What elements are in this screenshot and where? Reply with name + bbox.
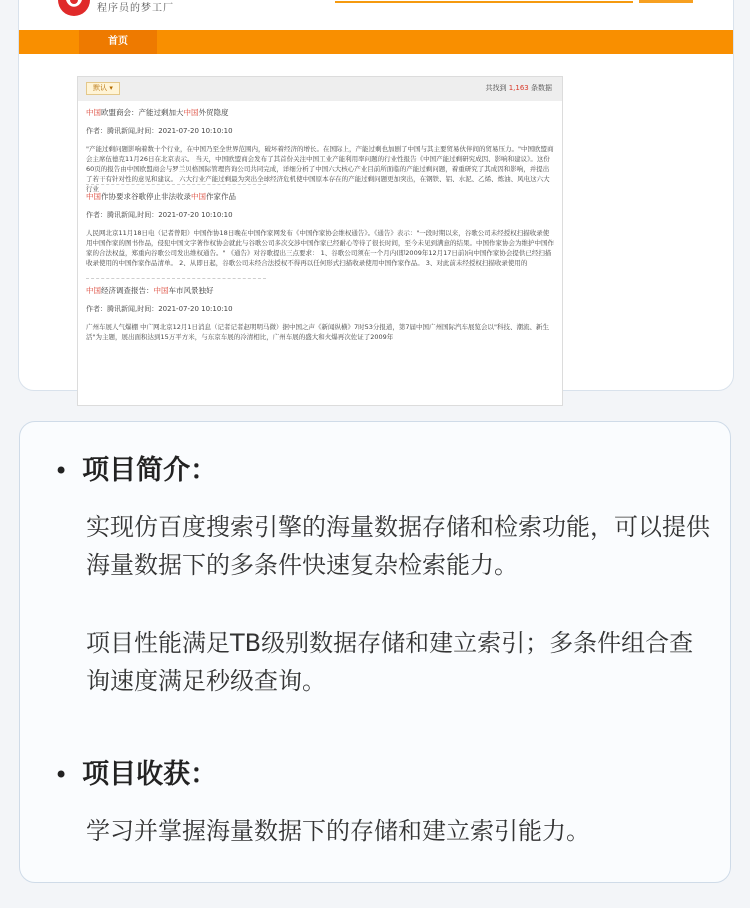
logo-subtitle: 程序员的梦工厂 — [97, 3, 174, 14]
intro-paragraph-2: 项目性能满足TB级别数据存储和建立索引；多条件组合查询速度满足秒级查询。 — [86, 629, 694, 695]
result-divider — [86, 278, 266, 279]
nav-home-tab[interactable]: 首页 — [79, 30, 157, 54]
bullet-icon: • — [54, 457, 69, 485]
sort-default-button[interactable]: 默认 ▾ — [86, 82, 120, 95]
search-button[interactable] — [639, 0, 693, 3]
results-panel — [77, 76, 563, 406]
result-item — [86, 285, 554, 352]
intro-title: 项目简介： — [82, 455, 218, 486]
results-toolbar — [78, 77, 562, 101]
result-snippet: 广州车展人气爆棚 中广网北京12月1日消息（记者记者赵明明马微）据中国之声《新闻纵横》7时53分报道，第7届中国广州国际汽车展览会以"科技、潮流、新生活"为主题，展出面积达到15万平方米，与东京车展的冷清相比，广州车展的盛大和火爆再次佐证了2009年 — [86, 323, 550, 341]
gain-heading — [54, 758, 217, 792]
result-item — [86, 107, 554, 193]
result-divider — [86, 184, 266, 185]
result-title-link[interactable]: 中国经济调查报告：中国车市风景独好 — [86, 286, 214, 295]
intro-paragraph-1: 实现仿百度搜索引擎的海量数据存储和检索功能，可以提供海量数据下的多条件快速复杂检索能力。 — [86, 513, 710, 579]
results-count: 共找到 1,163 条数据 — [485, 84, 552, 92]
bullet-icon: • — [54, 761, 69, 789]
result-meta: 作者：腾讯新闻,时间：2021-07-20 10:10:10 — [86, 127, 233, 135]
gain-paragraph: 学习并掌握海量数据下的存储和建立索引能力。 — [86, 817, 590, 845]
result-meta: 作者：腾讯新闻,时间：2021-07-20 10:10:10 — [86, 211, 233, 219]
result-meta: 作者：腾讯新闻,时间：2021-07-20 10:10:10 — [86, 305, 233, 313]
result-snippet: 人民网北京11月18日电（记者曾阳）中国作协18日晚在中国作家网发布《中国作家协会维权通告》。《通告》表示："一段时期以来，谷歌公司未经授权扫描收录使用中国作家的图书作品，侵犯中国文字著作权协会就此与谷歌公司多次交涉中国作家已经耐心等待了很长时间，至今未见到满意的结果。中国作家协会为维护中国作家的合法权益，郑重向谷歌公司发出维权通告。" 《通告》对谷歌提出三点要求： 1、谷歌公司须在一个月内(即2009年12月17日前)向中国作家协会提供已经扫描收录使用的中国作家作品清单。 2、从即日起，谷歌公司未经合法授权不得再以任何形式扫描收录使用中国作家作品。 3、对此前未经授权扫描收录使用的 — [86, 229, 554, 267]
gain-title: 项目收获： — [82, 759, 218, 790]
site-screenshot — [18, 0, 734, 391]
project-description-card — [19, 421, 731, 883]
site-header — [19, 0, 733, 30]
intro-heading — [54, 454, 217, 488]
nav-bar — [19, 30, 733, 54]
result-title-link[interactable]: 中国欧盟商会：产能过剩加大中国外贸隐度 — [86, 108, 229, 117]
result-item — [86, 191, 554, 268]
logo-icon — [57, 0, 91, 17]
search-input[interactable] — [335, 1, 633, 3]
result-title-link[interactable]: 中国作协要求谷歌停止非法收录中国作家作品 — [86, 192, 236, 201]
result-snippet: "产能过剩问题影响着数十个行业，在中国乃至全世界范围内，破坏着经济的增长。在国际上，产能过剩也加剧了中国与其主要贸易伙伴间的贸易压力。"中国欧盟商会主席伍德克11月26日在北京表示。 当天，中国欧盟商会发布了其首份关注中国工业产能利用率问题的行业性报告《中国产能过剩研究成因、影响和建议》。这份60页的报告由中国欧盟商会与罗兰贝格国际管理咨询公司共同完成，详细分析了中国六大核心产业目前所面临的产能过剩问题，着重研究了其成因和影响，并提出了若干有针对性的意见和建议。 六大行业产能过剩最为突出全球经济危机使中国原本存在的产能过剩问题更加突出，在钢铁、铝、水泥、乙烯、炼油、风电这六大行业 — [86, 145, 554, 193]
